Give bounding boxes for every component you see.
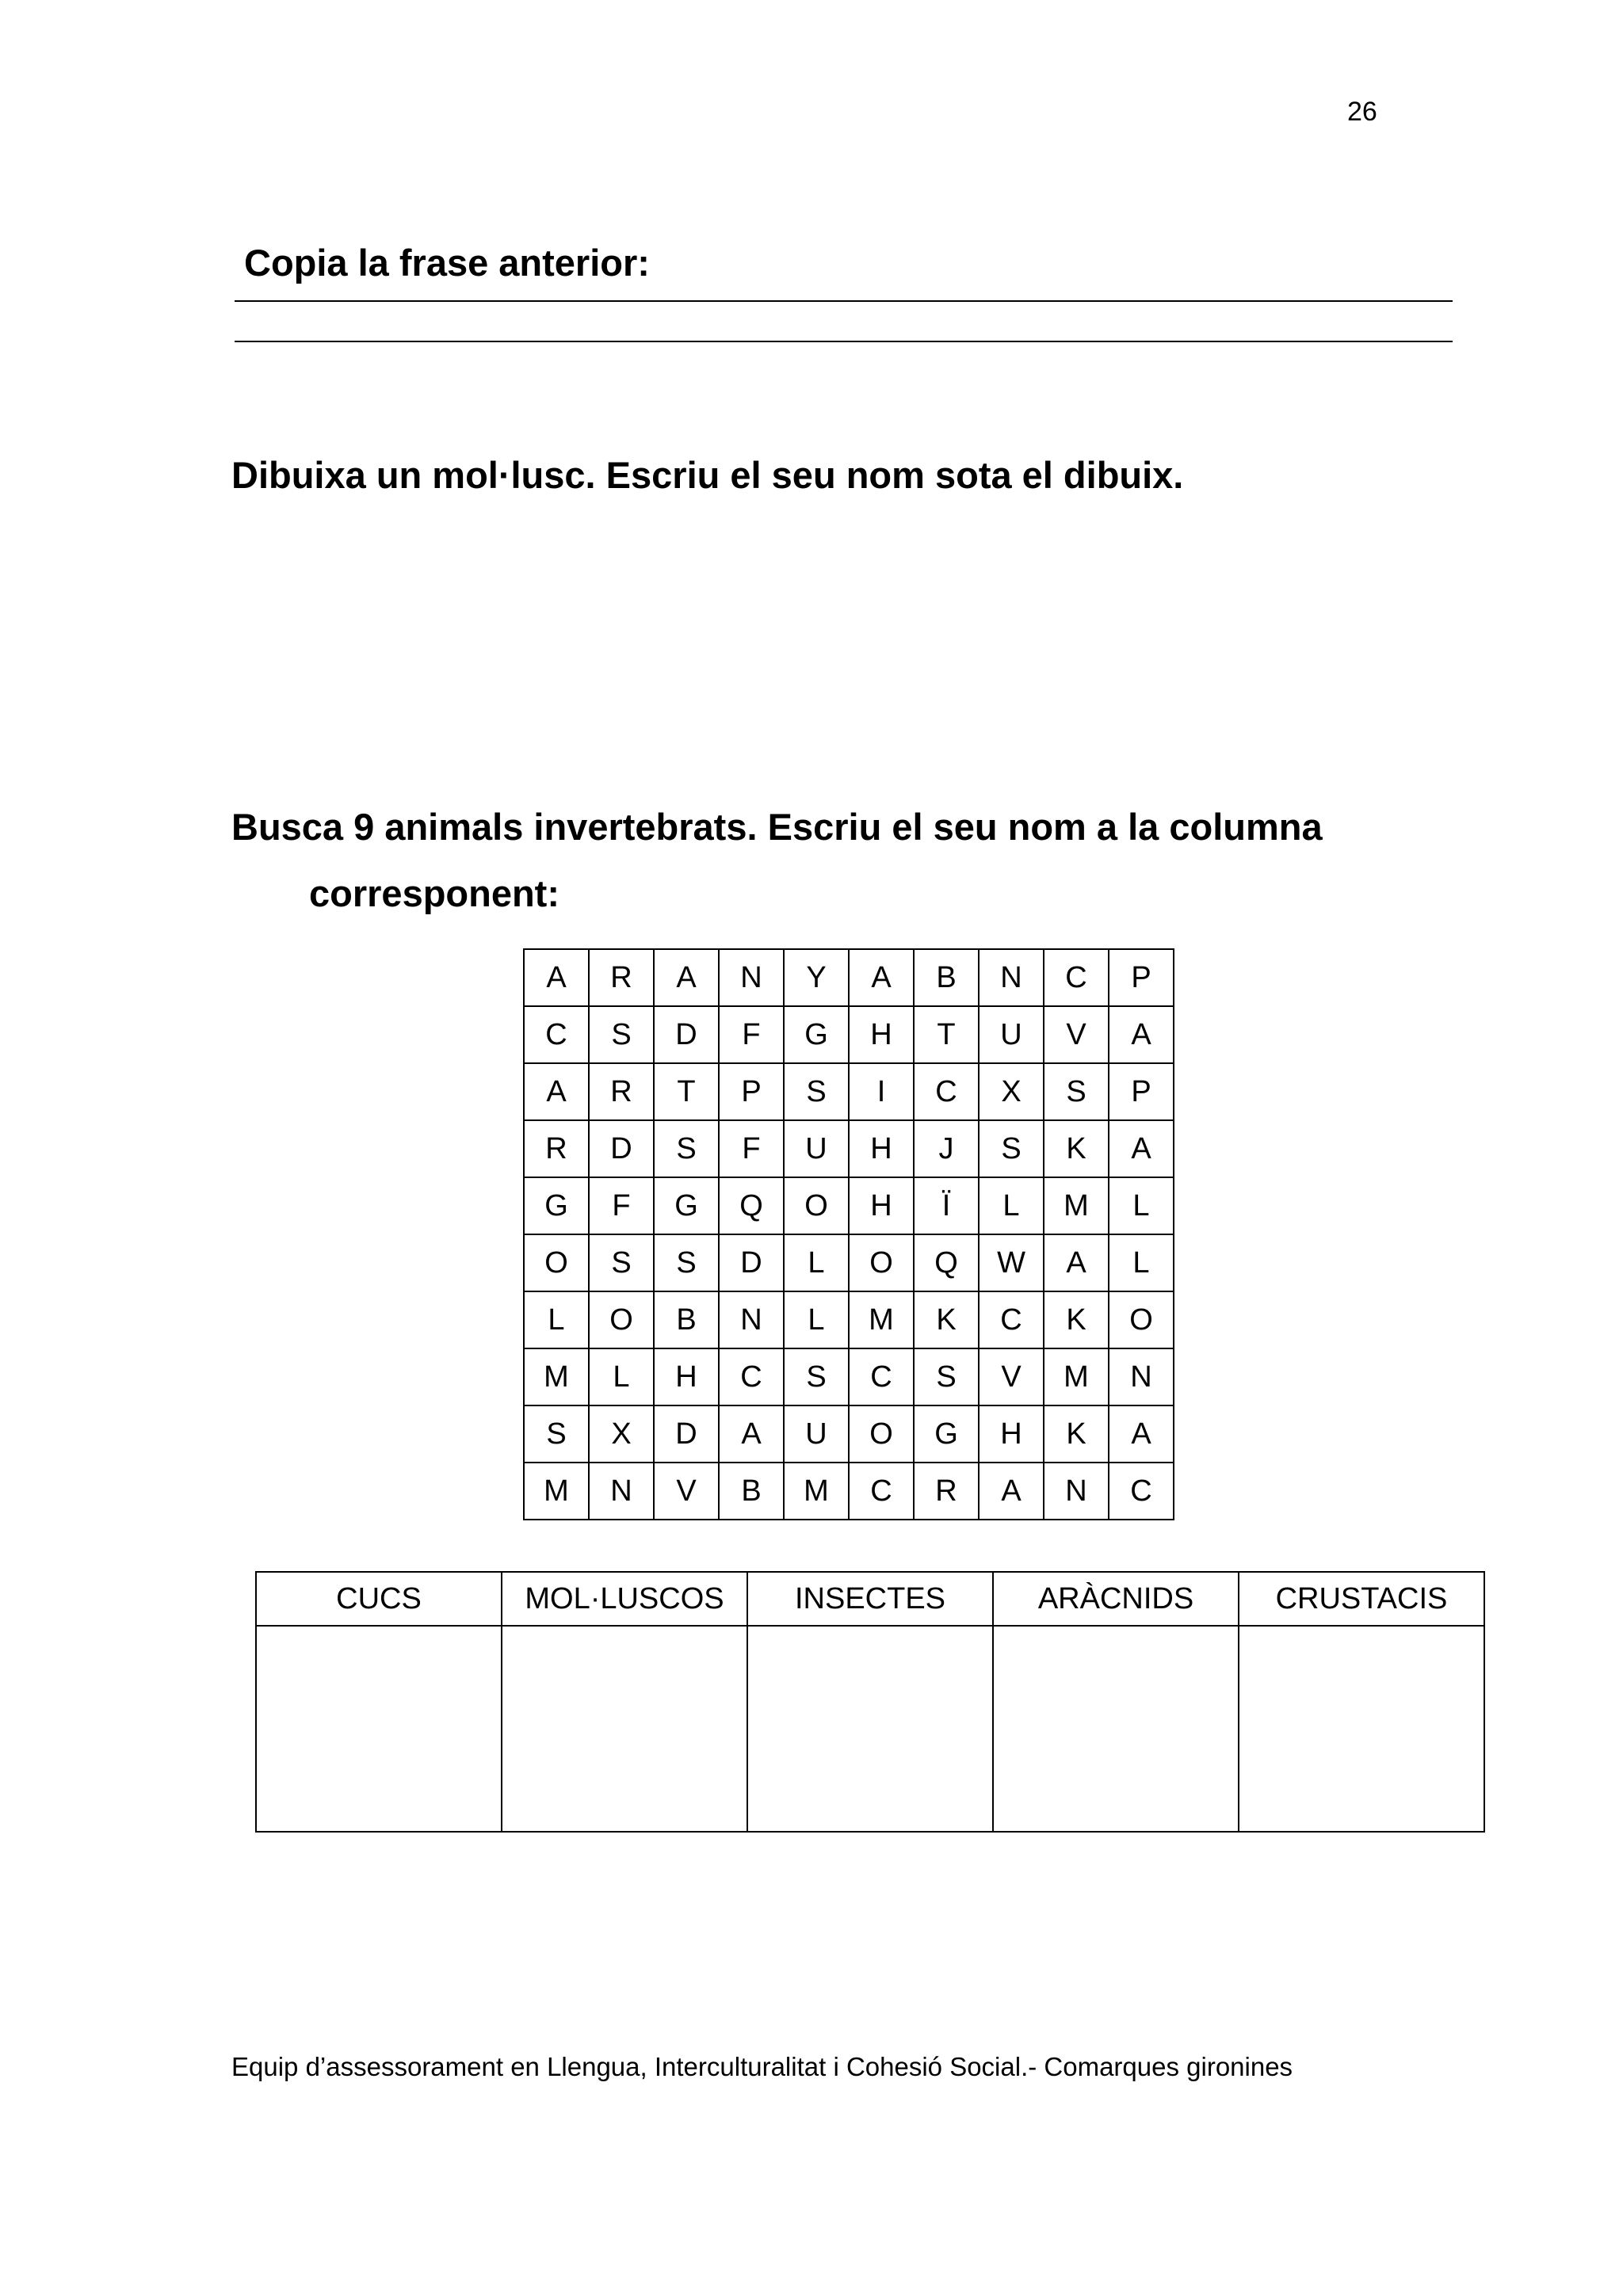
grid-cell[interactable]: M bbox=[1044, 1348, 1109, 1405]
grid-cell[interactable]: R bbox=[914, 1463, 979, 1520]
grid-cell[interactable]: J bbox=[914, 1120, 979, 1177]
grid-cell[interactable]: C bbox=[849, 1348, 914, 1405]
grid-cell[interactable]: S bbox=[784, 1348, 849, 1405]
grid-cell[interactable]: T bbox=[654, 1063, 719, 1120]
grid-cell[interactable]: A bbox=[654, 949, 719, 1006]
grid-cell[interactable]: A bbox=[1109, 1006, 1174, 1063]
grid-cell[interactable]: M bbox=[524, 1463, 589, 1520]
grid-cell[interactable]: R bbox=[589, 1063, 654, 1120]
grid-cell[interactable]: P bbox=[719, 1063, 784, 1120]
page-number: 26 bbox=[1347, 97, 1377, 127]
grid-cell[interactable]: V bbox=[654, 1463, 719, 1520]
grid-cell[interactable]: B bbox=[914, 949, 979, 1006]
grid-cell[interactable]: S bbox=[784, 1063, 849, 1120]
grid-cell[interactable]: C bbox=[1044, 949, 1109, 1006]
grid-cell[interactable]: F bbox=[719, 1120, 784, 1177]
grid-cell[interactable]: S bbox=[979, 1120, 1044, 1177]
category-header-aracnids: ARÀCNIDS bbox=[993, 1572, 1239, 1626]
grid-cell[interactable]: G bbox=[524, 1177, 589, 1234]
grid-cell[interactable]: V bbox=[979, 1348, 1044, 1405]
grid-cell[interactable]: L bbox=[784, 1234, 849, 1291]
grid-cell[interactable]: L bbox=[784, 1291, 849, 1348]
grid-cell[interactable]: A bbox=[524, 949, 589, 1006]
grid-cell[interactable]: M bbox=[849, 1291, 914, 1348]
grid-cell[interactable]: B bbox=[719, 1463, 784, 1520]
grid-cell[interactable]: K bbox=[1044, 1120, 1109, 1177]
grid-cell[interactable]: X bbox=[589, 1405, 654, 1463]
grid-row bbox=[524, 1234, 1174, 1291]
grid-cell[interactable]: A bbox=[1044, 1234, 1109, 1291]
grid-row bbox=[524, 1177, 1174, 1234]
grid-cell[interactable]: M bbox=[1044, 1177, 1109, 1234]
grid-cell[interactable]: G bbox=[914, 1405, 979, 1463]
grid-cell[interactable]: L bbox=[1109, 1234, 1174, 1291]
category-answer-cell[interactable] bbox=[256, 1626, 502, 1832]
category-header-crustacis: CRUSTACIS bbox=[1239, 1572, 1484, 1626]
grid-cell[interactable]: F bbox=[589, 1177, 654, 1234]
grid-cell[interactable]: Ï bbox=[914, 1177, 979, 1234]
word-search-grid bbox=[523, 948, 1174, 1520]
grid-row bbox=[524, 1463, 1174, 1520]
grid-cell[interactable]: A bbox=[524, 1063, 589, 1120]
search-heading-continued: corresponent: bbox=[309, 872, 559, 914]
grid-cell[interactable]: H bbox=[849, 1177, 914, 1234]
category-header-cucs: CUCS bbox=[256, 1572, 502, 1626]
category-answer-cell[interactable] bbox=[1239, 1626, 1484, 1832]
grid-cell[interactable]: M bbox=[524, 1348, 589, 1405]
grid-cell[interactable]: X bbox=[979, 1063, 1044, 1120]
grid-cell[interactable]: S bbox=[1044, 1063, 1109, 1120]
draw-heading: Dibuixa un mol·lusc. Escriu el seu nom sota el dibuix. bbox=[231, 454, 1184, 496]
grid-cell[interactable]: A bbox=[1109, 1405, 1174, 1463]
grid-cell[interactable]: A bbox=[1109, 1120, 1174, 1177]
grid-row bbox=[524, 1006, 1174, 1063]
grid-cell[interactable]: D bbox=[654, 1405, 719, 1463]
grid-cell[interactable]: V bbox=[1044, 1006, 1109, 1063]
writing-line[interactable] bbox=[235, 300, 1453, 302]
grid-cell[interactable]: L bbox=[524, 1291, 589, 1348]
grid-cell[interactable]: O bbox=[1109, 1291, 1174, 1348]
grid-cell[interactable]: C bbox=[979, 1291, 1044, 1348]
grid-row bbox=[524, 1063, 1174, 1120]
grid-cell[interactable]: C bbox=[719, 1348, 784, 1405]
grid-cell[interactable]: C bbox=[914, 1063, 979, 1120]
grid-cell[interactable]: Q bbox=[914, 1234, 979, 1291]
grid-cell[interactable]: G bbox=[654, 1177, 719, 1234]
grid-cell[interactable]: H bbox=[979, 1405, 1044, 1463]
grid-cell[interactable]: M bbox=[784, 1463, 849, 1520]
grid-cell[interactable]: U bbox=[979, 1006, 1044, 1063]
grid-cell[interactable]: W bbox=[979, 1234, 1044, 1291]
grid-cell[interactable]: S bbox=[654, 1234, 719, 1291]
grid-row bbox=[524, 1291, 1174, 1348]
grid-cell[interactable]: L bbox=[979, 1177, 1044, 1234]
footer-text: Equip d’assessorament en Llengua, Interculturalitat i Cohesió Social.- Comarques gironines bbox=[231, 2052, 1293, 2081]
search-heading: Busca 9 animals invertebrats. Escriu el seu nom a la columna bbox=[231, 806, 1323, 848]
grid-cell[interactable]: Y bbox=[784, 949, 849, 1006]
category-table bbox=[255, 1571, 1485, 1833]
grid-cell[interactable]: S bbox=[654, 1120, 719, 1177]
grid-cell[interactable]: Q bbox=[719, 1177, 784, 1234]
category-header-molluscos: MOL·LUSCOS bbox=[502, 1572, 747, 1626]
grid-cell[interactable]: A bbox=[849, 949, 914, 1006]
drawing-area[interactable] bbox=[231, 523, 1452, 776]
grid-cell[interactable]: C bbox=[849, 1463, 914, 1520]
grid-cell[interactable]: K bbox=[1044, 1291, 1109, 1348]
grid-cell[interactable]: F bbox=[719, 1006, 784, 1063]
category-answer-cell[interactable] bbox=[502, 1626, 747, 1832]
grid-cell[interactable]: N bbox=[979, 949, 1044, 1006]
grid-cell[interactable]: G bbox=[784, 1006, 849, 1063]
grid-cell[interactable]: S bbox=[524, 1405, 589, 1463]
grid-row bbox=[524, 949, 1174, 1006]
writing-line[interactable] bbox=[235, 341, 1453, 342]
grid-cell[interactable]: S bbox=[589, 1006, 654, 1063]
grid-cell[interactable]: A bbox=[979, 1463, 1044, 1520]
grid-cell[interactable]: C bbox=[524, 1006, 589, 1063]
grid-cell[interactable]: K bbox=[914, 1291, 979, 1348]
category-header-insectes: INSECTES bbox=[747, 1572, 993, 1626]
grid-cell[interactable]: P bbox=[1109, 1063, 1174, 1120]
grid-cell[interactable]: O bbox=[524, 1234, 589, 1291]
grid-cell[interactable]: H bbox=[849, 1120, 914, 1177]
grid-cell[interactable]: B bbox=[654, 1291, 719, 1348]
grid-cell[interactable]: N bbox=[1044, 1463, 1109, 1520]
grid-cell[interactable]: D bbox=[589, 1120, 654, 1177]
grid-cell[interactable]: H bbox=[849, 1006, 914, 1063]
grid-cell[interactable]: L bbox=[589, 1348, 654, 1405]
grid-cell[interactable]: C bbox=[1109, 1463, 1174, 1520]
grid-cell[interactable]: T bbox=[914, 1006, 979, 1063]
grid-cell[interactable]: U bbox=[784, 1405, 849, 1463]
grid-row bbox=[524, 1405, 1174, 1463]
grid-cell[interactable]: S bbox=[589, 1234, 654, 1291]
grid-cell[interactable]: N bbox=[719, 949, 784, 1006]
grid-cell[interactable]: O bbox=[849, 1405, 914, 1463]
grid-cell[interactable]: D bbox=[719, 1234, 784, 1291]
grid-cell[interactable]: I bbox=[849, 1063, 914, 1120]
grid-cell[interactable]: O bbox=[589, 1291, 654, 1348]
grid-row bbox=[524, 1348, 1174, 1405]
grid-cell[interactable]: P bbox=[1109, 949, 1174, 1006]
grid-cell[interactable]: O bbox=[784, 1177, 849, 1234]
grid-cell[interactable]: K bbox=[1044, 1405, 1109, 1463]
grid-cell[interactable]: R bbox=[524, 1120, 589, 1177]
grid-cell[interactable]: H bbox=[654, 1348, 719, 1405]
grid-cell[interactable]: N bbox=[719, 1291, 784, 1348]
grid-cell[interactable]: L bbox=[1109, 1177, 1174, 1234]
category-answer-cell[interactable] bbox=[747, 1626, 993, 1832]
grid-cell[interactable]: N bbox=[1109, 1348, 1174, 1405]
grid-cell[interactable]: N bbox=[589, 1463, 654, 1520]
grid-row bbox=[524, 1120, 1174, 1177]
grid-cell[interactable]: S bbox=[914, 1348, 979, 1405]
grid-cell[interactable]: A bbox=[719, 1405, 784, 1463]
category-answer-cell[interactable] bbox=[993, 1626, 1239, 1832]
copy-heading: Copia la frase anterior: bbox=[244, 242, 650, 284]
grid-cell[interactable]: D bbox=[654, 1006, 719, 1063]
grid-cell[interactable]: R bbox=[589, 949, 654, 1006]
grid-cell[interactable]: O bbox=[849, 1234, 914, 1291]
grid-cell[interactable]: U bbox=[784, 1120, 849, 1177]
